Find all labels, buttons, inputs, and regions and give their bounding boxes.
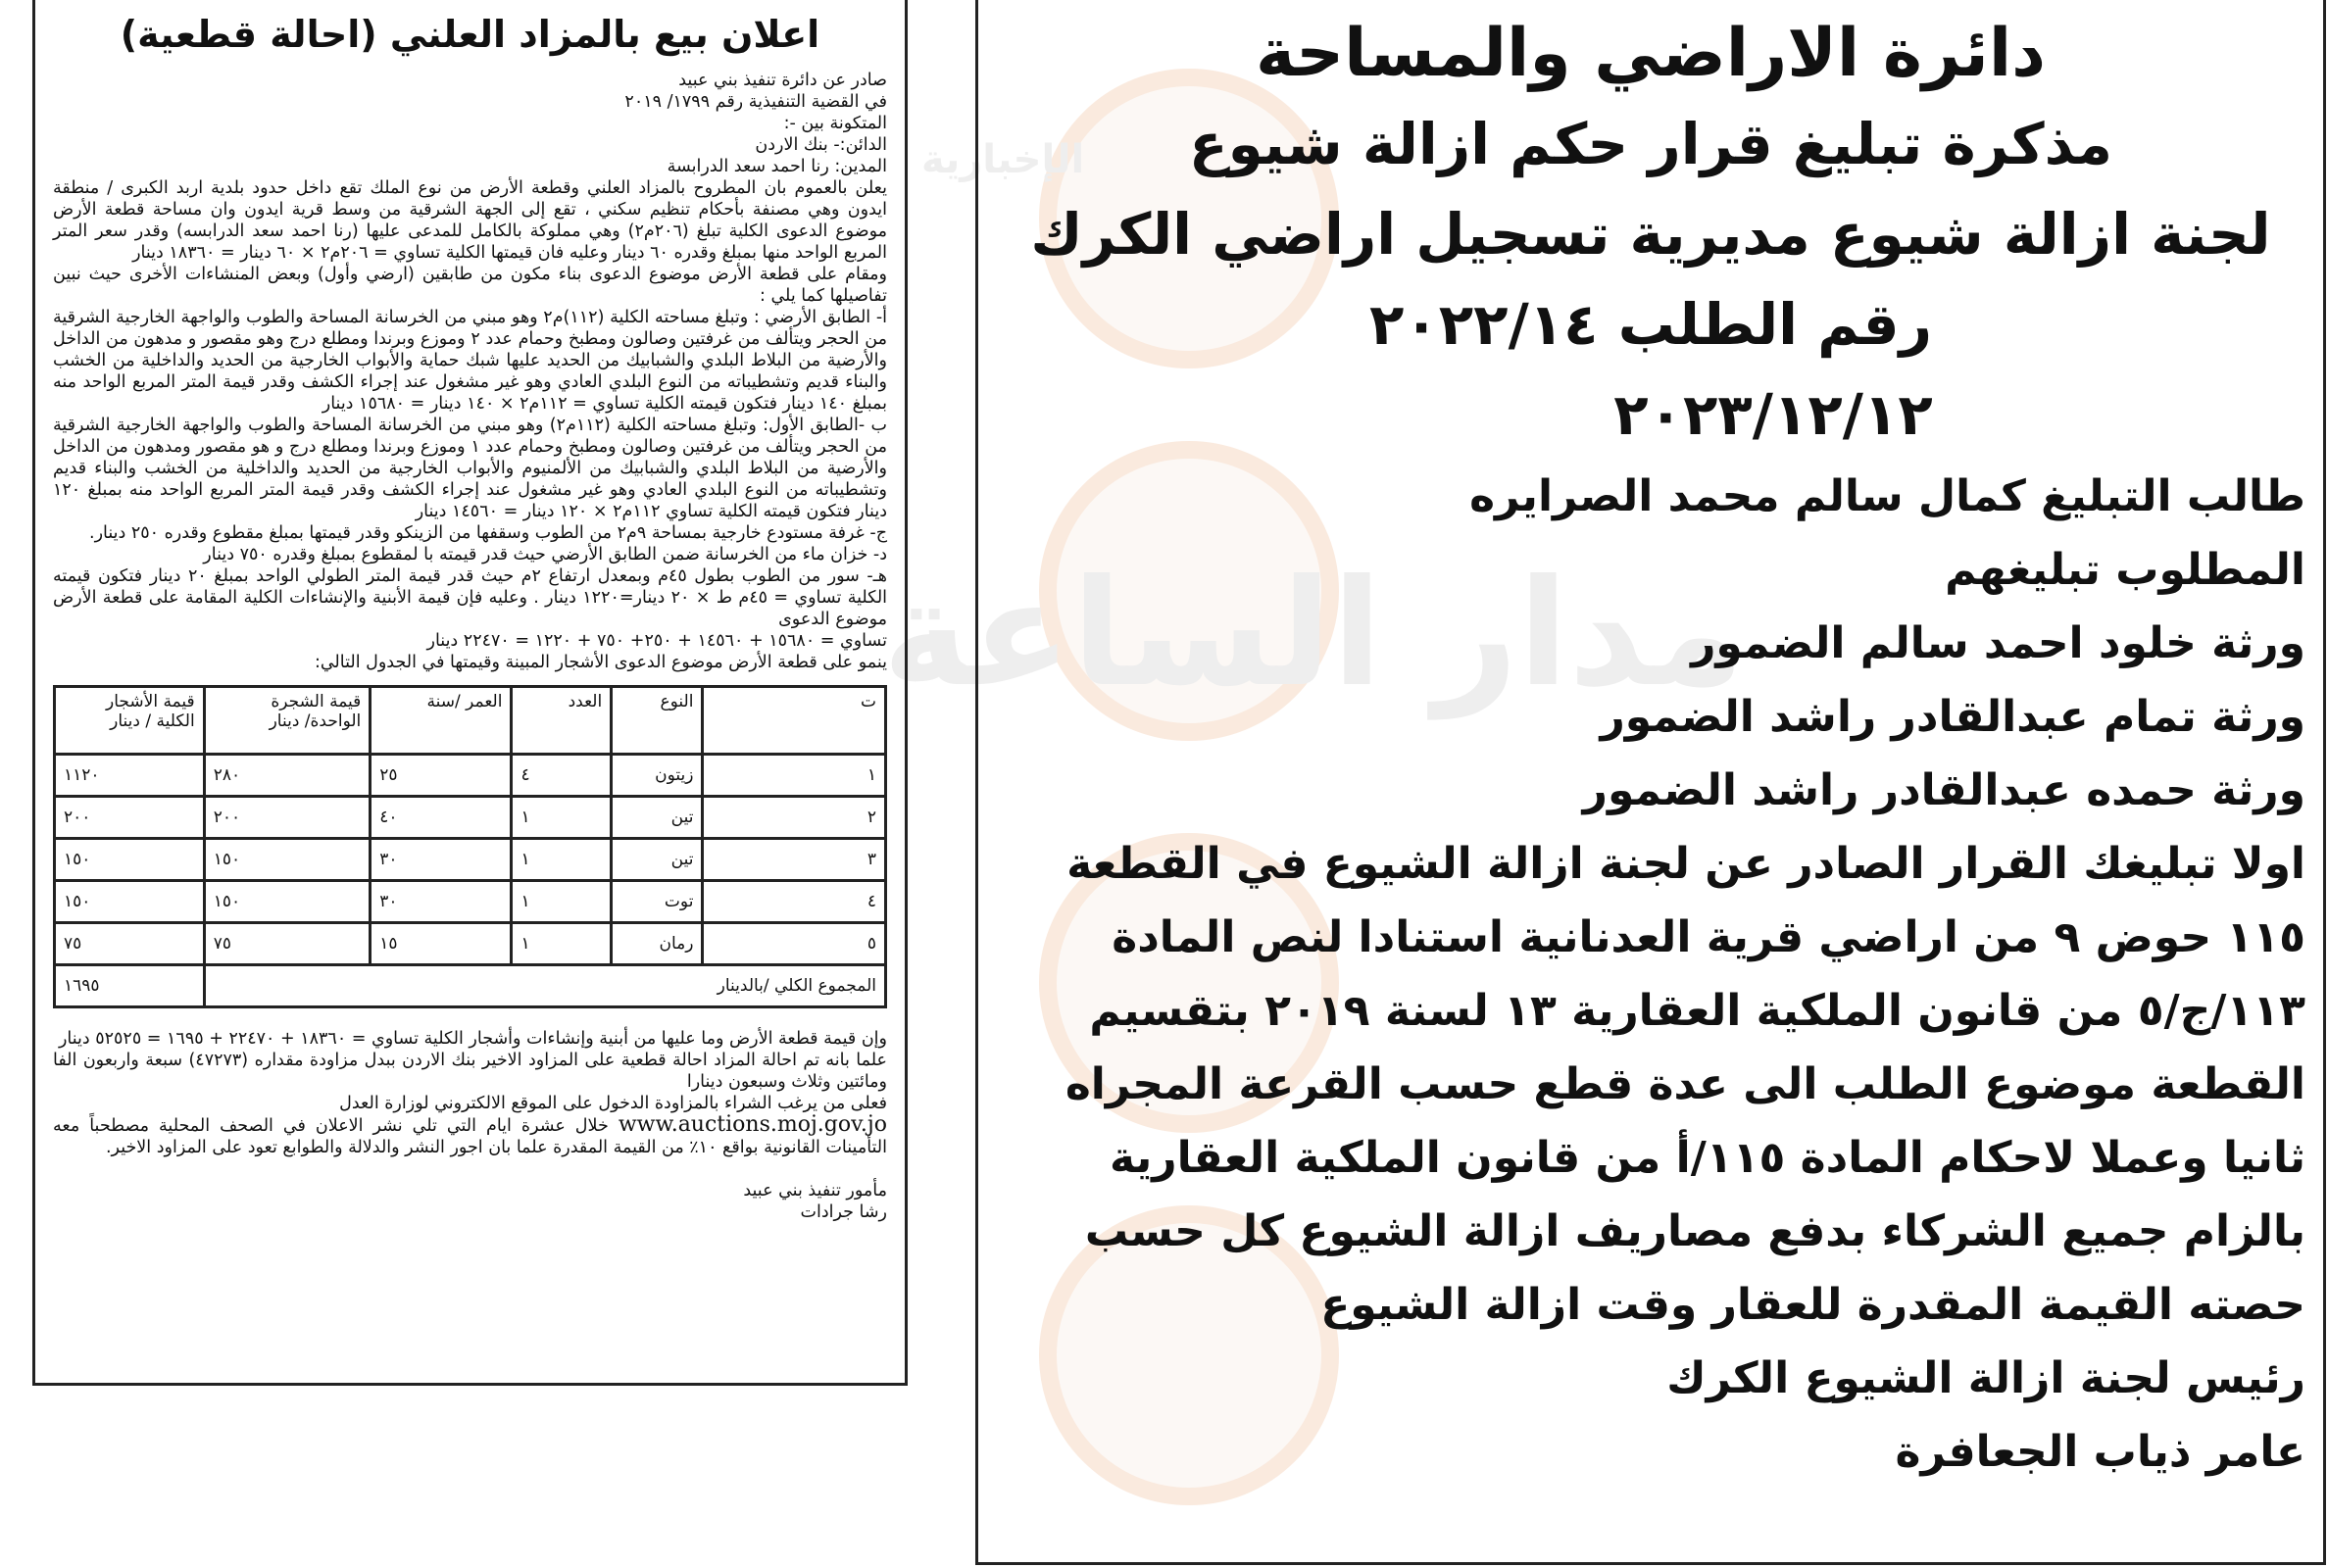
body-paragraph: يعلن بالعموم بان المطروح بالمزاد العلني وقطعة الأرض من نوع الملك تقع داخل حدود بلدية اربد الكبرى / منطقة ايدون وهي مصنفة بأحكام تنظيم سكني ، تقع إلى الجهة الشرقية من وسط قرية ايدون وان مساحة قطعة الأرض موضوع الدعوى الكلية تبلغ (٢٠٦م٢) وهي مملوكة بالكامل للمدعى عليها (رنا احمد سعد الدرابسه) وقدر سعر المتر المربع الواحد منها بمبلغ وقدره ٦٠ دينار وعليه فان قيمتها الكلية تساوي = ٢٠٦م٢ × ٦٠ دينار = ١٨٣٦٠ دينار	[53, 178, 887, 263]
table-cell: رمان	[612, 923, 703, 965]
table-cell: ٧٥	[204, 923, 371, 965]
table-cell: ٤	[512, 755, 612, 797]
table-row	[55, 839, 886, 881]
header-cell: قيمة الأشجار الكلية / دينار	[55, 687, 205, 755]
header-cell: ت	[703, 687, 886, 755]
table-row	[55, 923, 886, 965]
header-cell: قيمة الشجرة الواحدة/ دينار	[204, 687, 371, 755]
watermark-text: مدار الساعة	[882, 549, 1745, 719]
table-cell: تين	[612, 797, 703, 839]
header-cell: العمر /سنة	[371, 687, 512, 755]
notice-title: دائرة الاراضي والمساحة	[1255, 15, 2047, 92]
table-cell: ١	[512, 839, 612, 881]
table-cell: ٢٥	[371, 755, 512, 797]
table-cell: ٣	[703, 839, 886, 881]
table-cell: ٢	[703, 797, 886, 839]
body-paragraph: أ- الطابق الأرضي : وتبلغ مساحته الكلية (١١٢)م٢ وهو مبني من الخرسانة المساحة والطوب والواجهة الخارجية الشرقية من الحجر ويتألف من غرفتين وصالون ومطبخ وحمام عدد ٢ وموزع وبرندا ومطلع درج وهو مقصور و مدهون من الداخل والأرضية من البلاط البلدي والشبابيك من الحديد عليها شبك حماية والأبواب الخارجية من الحديد والداخلية من الخشب والبناء قديم وتشطيباته من النوع البلدي العادي وهو غير مشغول عند إجراء الكشف وقدر قيمة المتر المربع الواحد منه بمبلغ ١٤٠ دينار فتكون قيمته الكلية تساوي = ١١٢م٢ × ١٤٠ دينار = ١٥٦٨٠ دينار	[53, 308, 887, 414]
table-cell: ١	[512, 881, 612, 923]
notice-line: طالب التبليغ كمال سالم محمد الصرايره	[1469, 471, 2305, 521]
table-cell: ١١٢٠	[55, 755, 205, 797]
notice-line: اولا تبليغك القرار الصادر عن لجنة ازالة الشيوع في القطعة	[1066, 839, 2305, 889]
auction-url-link[interactable]: www.auctions.moj.gov.jo	[618, 1112, 887, 1137]
closing-paragraph: فعلى من يرغب الشراء بالمزاودة الدخول على الموقع الالكتروني لوزارة العدل	[339, 1094, 887, 1113]
committee-name: لجنة ازالة شيوع مديرية تسجيل اراضي الكرك	[1030, 201, 2271, 268]
notice-line: ورثة حمده عبدالقادر راشد الضمور	[1582, 765, 2305, 815]
table-cell: ١	[512, 923, 612, 965]
body-paragraph: هـ- سور من الطوب بطول ٤٥م وبمعدل ارتفاع ٢م حيث قدر قيمة المتر الطولي الواحد بمبلغ ٢٠ دينار فتكون قيمته الكلية تساوي = ٤٥م ط × ٢٠ دينار=١٢٢٠ دينار . وعليه فإن قيمة الأبنية والإنشاءات الكلية المقامة على قطعة الأرض موضوع الدعوى	[53, 566, 888, 629]
notice-ad	[975, 0, 2326, 1565]
total-value: ١٦٩٥	[55, 965, 205, 1007]
notice-subtitle: مذكرة تبليغ قرار حكم ازالة شيوع	[1189, 111, 2112, 177]
notice-line: حصته القيمة المقدرة للعقار وقت ازالة الشيوع	[1320, 1280, 2305, 1330]
table-cell: ١٥٠	[55, 839, 205, 881]
request-number: رقم الطلب ٢٠٢٢/١٤	[1368, 291, 1933, 358]
total-label: المجموع الكلي /بالدينار	[204, 965, 885, 1007]
body-paragraph: د- خزان ماء من الخرسانة ضمن الطابق الأرضي حيث قدر قيمته با لمقطوع بمبلغ وقدره ٧٥٠ دينار	[203, 545, 887, 564]
table-cell: ١٥٠	[204, 881, 371, 923]
after-url-text: خلال عشرة ايام التي تلي نشر الاعلان في الصحف المحلية مصطحباً معه التأمينات القانونية بواقع ١٠٪ من القيمة المقدرة علما بان اجور النشر والدلالة والطوابع تعود على المزاود الاخير.	[53, 1116, 887, 1157]
notice-line: ثانيا وعملا لاحكام المادة ١١٥/أ من قانون الملكية العقارية	[1110, 1133, 2305, 1183]
table-cell: ١	[703, 755, 886, 797]
notice-line: ورثة خلود احمد سالم الضمور	[1691, 618, 2305, 668]
table-cell: ٢٠٠	[204, 797, 371, 839]
table-cell: تين	[612, 839, 703, 881]
header-cell: العدد	[512, 687, 612, 755]
table-cell: ٣٠	[371, 839, 512, 881]
body-paragraph: ومقام على قطعة الأرض موضوع الدعوى بناء مكون من طابقين (ارضي وأول) وبعض المنشاءات الأخرى حيث نبين تفاصيلها كما يلي :	[53, 265, 887, 306]
notice-line: ورثة تمام عبدالقادر راشد الضمور	[1600, 692, 2305, 742]
table-row	[55, 755, 886, 797]
notice-line: عامر ذياب الجعافرة	[1895, 1427, 2305, 1477]
trees-table	[53, 685, 887, 1008]
table-cell: ٢٠٠	[55, 797, 205, 839]
notice-line: المطلوب تبليغهم	[1945, 545, 2305, 595]
intro-line: المدين: رنا احمد سعد الدرابسة	[667, 157, 887, 176]
table-cell: ٤	[703, 881, 886, 923]
auction-title: اعلان بيع بالمزاد العلني (احالة قطعية)	[120, 13, 820, 56]
notice-line: ١١٥ حوض ٩ من اراضي قرية العدنانية استنادا لنص المادة	[1112, 912, 2305, 962]
table-header-row	[55, 687, 886, 755]
closing-paragraph: وإن قيمة قطعة الأرض وما عليها من أبنية وإنشاءات وأشجار الكلية تساوي = ١٨٣٦٠ + ٢٢٤٧٠ + ١٦٩٥ = ٥٢٥٢٥ دينار	[58, 1029, 887, 1049]
table-row	[55, 881, 886, 923]
table-cell: ٧٥	[55, 923, 205, 965]
header-cell: النوع	[612, 687, 703, 755]
auction-ad	[32, 0, 908, 1386]
intro-line: في القضية التنفيذية رقم ١٧٩٩/ ٢٠١٩	[624, 92, 887, 112]
table-cell: ٣٠	[371, 881, 512, 923]
intro-line: الدائن:- بنك الاردن	[755, 135, 887, 155]
signature-title: مأمور تنفيذ بني عبيد	[743, 1181, 887, 1200]
table-cell: ٤٠	[371, 797, 512, 839]
notice-line: القطعة موضوع الطلب الى عدة قطع حسب القرعة المجراه	[1065, 1059, 2305, 1109]
table-cell: ١٥	[371, 923, 512, 965]
watermark-sub: الإخبارية	[921, 137, 1085, 182]
table-cell: ٥	[703, 923, 886, 965]
body-paragraph: ب -الطابق الأول: وتبلغ مساحته الكلية (١١٢م٢) وهو مبني من الخرسانة المساحة والطوب والواجهة الخارجية الشرقية من الحجر ويتألف من غرفتين وصالون ومطبخ وحمام عدد ١ وموزع وبرندا ومطلع درج و هو مقصور ومدهون من الداخل والأرضية من البلاط البلدي والشبابيك من الألمنيوم والأبواب الخارجية من الحديد والداخلية من الخشب والبناء قديم وتشطيباته من النوع البلدي العادي وهو غير مشغول عند إجراء الكشف وقدر قيمة المتر المربع الواحد منه بمبلغ ١٢٠ دينار فتكون قيمته الكلية تساوي ١١٢م٢ × ١٢٠ دينار = ١٤٥٦٠ دينار	[53, 416, 887, 521]
table-cell: ١٥٠	[204, 839, 371, 881]
intro-line: صادر عن دائرة تنفيذ بني عبيد	[678, 71, 887, 90]
body-paragraph: ينمو على قطعة الأرض موضوع الدعوى الأشجار المبينة وقيمتها في الجدول التالي:	[314, 653, 887, 672]
notice-line: ١١٣/ج/٥ من قانون الملكية العقارية ١٣ لسنة ٢٠١٩ بتقسيم	[1089, 986, 2305, 1036]
table-row	[55, 797, 886, 839]
table-cell: ١	[512, 797, 612, 839]
closing-paragraph: علما بانه تم احالة المزاد احالة قطعية على المزاود الاخير بنك الاردن ببدل مزاودة مقداره (٤٧٢٧٣) سبعة واربعون الفا ومائتين وثلاث وسبعون دينارا	[53, 1051, 887, 1092]
table-cell: توت	[612, 881, 703, 923]
notice-date: ٢٠٢٣/١٢/١٢	[1613, 381, 1933, 448]
table-cell: زيتون	[612, 755, 703, 797]
signature-name: رشا جرادات	[800, 1202, 887, 1222]
body-paragraph: ج- غرفة مستودع خارجية بمساحة ٩م٢ من الطوب وسقفها من الزينكو وقدر قيمتها بمبلغ مقطوع وقدره ٢٥٠ دينار.	[89, 523, 887, 543]
notice-line: بالزام جميع الشركاء بدفع مصاريف ازالة الشيوع كل حسب	[1084, 1206, 2305, 1256]
table-total-row	[55, 965, 886, 1007]
notice-line: رئيس لجنة ازالة الشيوع الكرك	[1666, 1353, 2305, 1403]
closing-paragraph	[53, 1114, 887, 1158]
table-cell: ٢٨٠	[204, 755, 371, 797]
body-paragraph: تساوي = ١٥٦٨٠ + ١٤٥٦٠ + ٢٥٠+ ٧٥٠ + ١٢٢٠ = ٢٢٤٧٠ دينار	[426, 631, 887, 651]
table-cell: ١٥٠	[55, 881, 205, 923]
intro-line: المتكونة بين -:	[783, 114, 887, 133]
